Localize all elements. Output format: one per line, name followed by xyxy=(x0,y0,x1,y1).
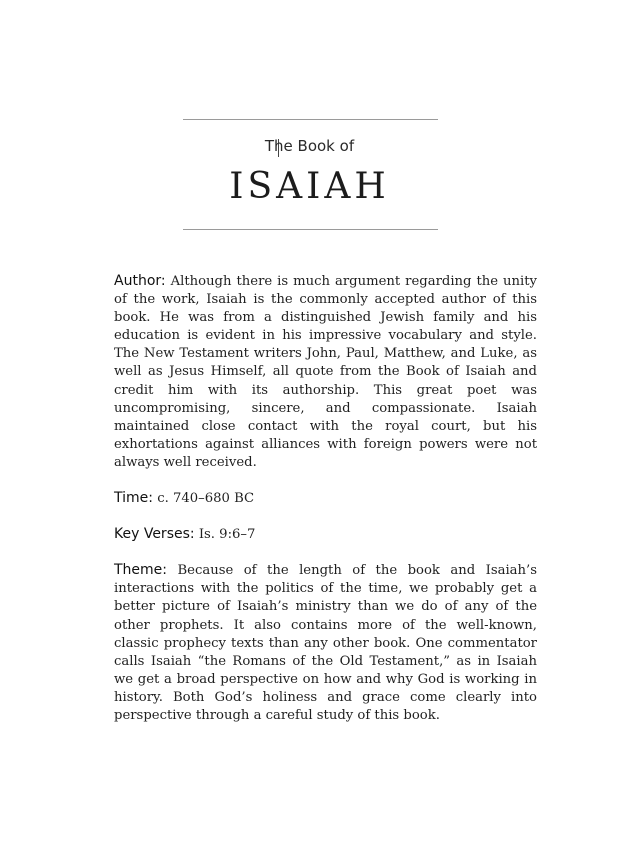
author-text: Although there is much argument regarding the unity of the work, Isaiah is the commonly accepted author of this book. He was from a distinguished Jewish family and his education is evident in his impressive vocabulary and style. The New Testament writers John, Paul, Matthew, and Luke, as well as Jesus Himself, all quote from the Book of Isaiah and credit him with its authorship. This great poet was uncompromising, sincere, and compassionate. Isaiah maintained close contact with the royal court, but his exhortations against alliances with foreign powers were not always well received. xyxy=(114,274,537,470)
time-paragraph xyxy=(114,489,537,508)
time-label: Time: xyxy=(114,490,153,507)
top-divider xyxy=(183,119,438,120)
book-introduction xyxy=(114,272,537,742)
theme-label: Theme: xyxy=(114,562,168,579)
key-verses-text: Is. 9:6–7 xyxy=(198,527,256,543)
key-verses-label: Key Verses: xyxy=(114,526,195,543)
bottom-divider xyxy=(183,229,438,230)
theme-paragraph xyxy=(114,561,537,725)
theme-text: Because of the length of the book and Isaiah’s interactions with the politics of the time, we probably get a better picture of Isaiah’s ministry than we do of any of the other prophets. It also contains more of the well-known, classic prophecy texts than any other book. One commentator calls Isaiah “the Romans of the Old Testament,” as in Isaiah we get a broad perspective on how and why God is working in history. Both God’s holiness and grace come clearly into perspective through a careful study of this book. xyxy=(114,563,537,723)
book-title: ISAIAH xyxy=(229,166,390,207)
author-paragraph xyxy=(114,272,537,472)
key-verses-paragraph xyxy=(114,525,537,544)
author-label: Author: xyxy=(114,273,166,289)
time-text: c. 740–680 BC xyxy=(157,491,255,507)
book-kicker: The Book of xyxy=(264,137,355,155)
